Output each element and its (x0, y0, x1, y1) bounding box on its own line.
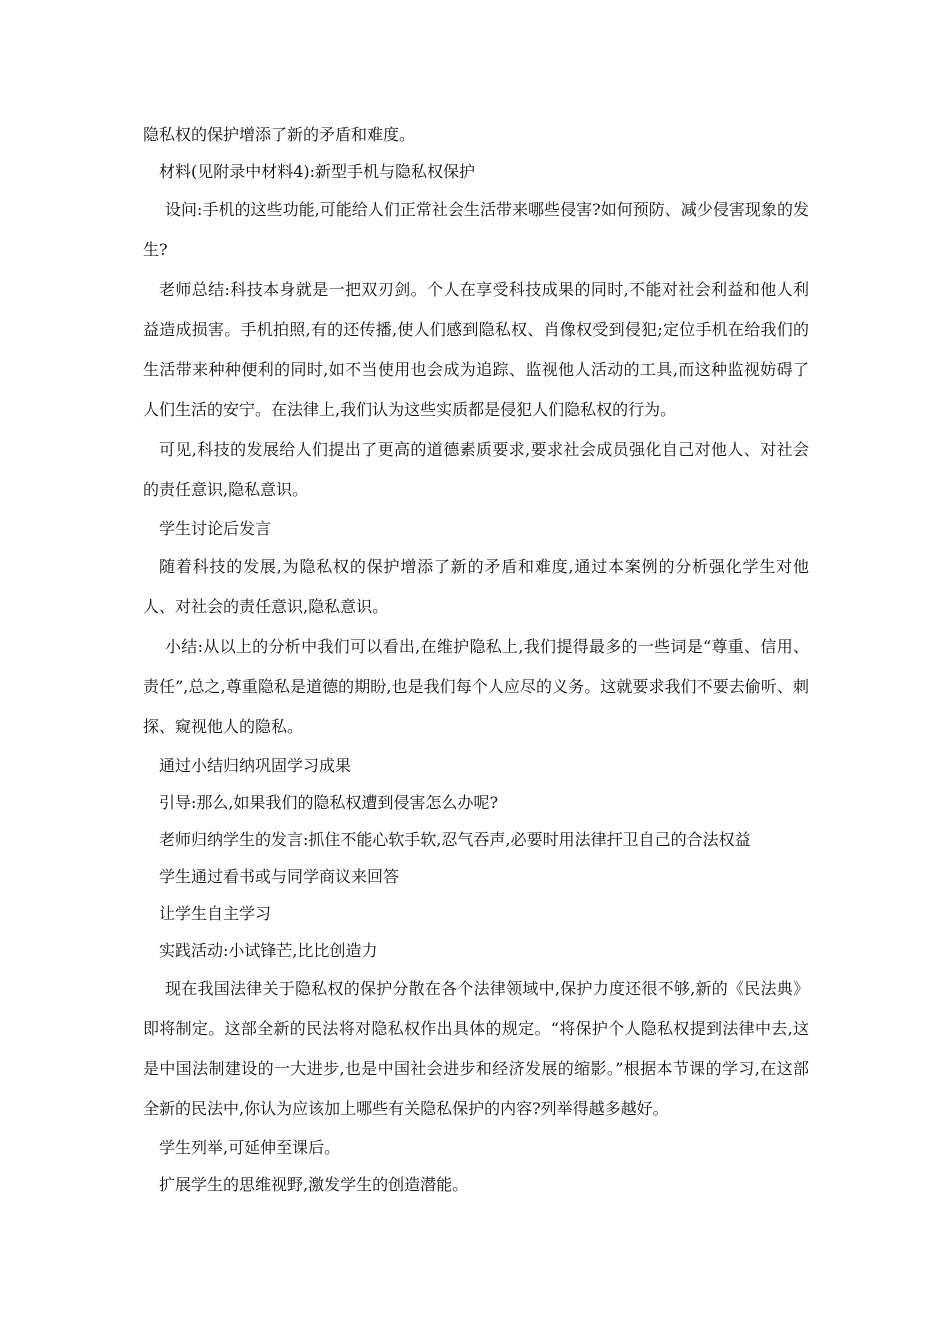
paragraph-expansion: 扩展学生的思维视野,激发学生的创造潜能。 (159, 1175, 469, 1194)
paragraph-teacher-summary: 老师总结:科技本身就是一把双刃剑。个人在享受科技成果的同时,不能对社会利益和他人利益造成损害。手机拍照,有的还传播,使人们感到隐私权、肖像权受到侵犯;定位手机在给我们的生活带来种种便利的同时,如不当使用也会成为追踪、监视他人活动的工具,而这种监视妨碍了人们生活的安宁。在法律上,我们认为这些实质都是侵犯人们隐私权的行为。 (143, 280, 809, 419)
paragraph-self-study: 让学生自主学习 (159, 904, 272, 923)
paragraph-consolidation: 通过小结归纳巩固学习成果 (159, 756, 352, 775)
paragraph-practice-activity: 实践活动:小试锋芒,比比创造力 (159, 941, 378, 960)
paragraph-guidance: 引导:那么,如果我们的隐私权遭到侵害怎么办呢? (159, 793, 499, 812)
paragraph-question: 设问:手机的这些功能,可能给人们正常社会生活带来哪些侵害?如何预防、减少侵害现象的发生? (143, 200, 809, 259)
paragraph-teacher-induction: 老师归纳学生的发言:抓住不能心软手软,忍气吞声,必要时用法律扞卫自己的合法权益 (159, 830, 751, 849)
paragraph-student-list: 学生列举,可延伸至课后。 (159, 1138, 341, 1157)
document-body (143, 116, 809, 1203)
paragraph-case-analysis: 随着科技的发展,为隐私权的保护增添了新的矛盾和难度,通过本案例的分析强化学生对他人、对社会的责任意识,隐私意识。 (143, 557, 809, 616)
paragraph-conclusion: 可见,科技的发展给人们提出了更高的道德素质要求,要求社会成员强化自己对他人、对社会的责任意识,隐私意识。 (143, 440, 809, 499)
paragraph-student-discussion: 学生讨论后发言 (159, 519, 272, 538)
paragraph-civil-code: 现在我国法律关于隐私权的保护分散在各个法律领域中,保护力度还很不够,新的《民法典》即将制定。这部全新的民法将对隐私权作出具体的规定。“将保护个人隐私权提到法律中去,这是中国法制建设的一大进步,也是中国社会进步和经济发展的缩影。”根据本节课的学习,在这部全新的民法中,你认为应该加上哪些有关隐私保护的内容?列举得越多越好。 (143, 979, 809, 1118)
paragraph-continuation: 隐私权的保护增添了新的矛盾和难度。 (143, 125, 416, 144)
paragraph-material-4: 材料(见附录中材料4):新型手机与隐私权保护 (159, 162, 476, 181)
paragraph-student-answer: 学生通过看书或与同学商议来回答 (159, 867, 400, 886)
paragraph-summary: 小结:从以上的分析中我们可以看出,在维护隐私上,我们提得最多的一些词是“尊重、信用、责任”,总之,尊重隐私是道德的期盼,也是我们每个人应尽的义务。这就要求我们不要去偷听、刺探、窥视他人的隐私。 (143, 637, 809, 736)
